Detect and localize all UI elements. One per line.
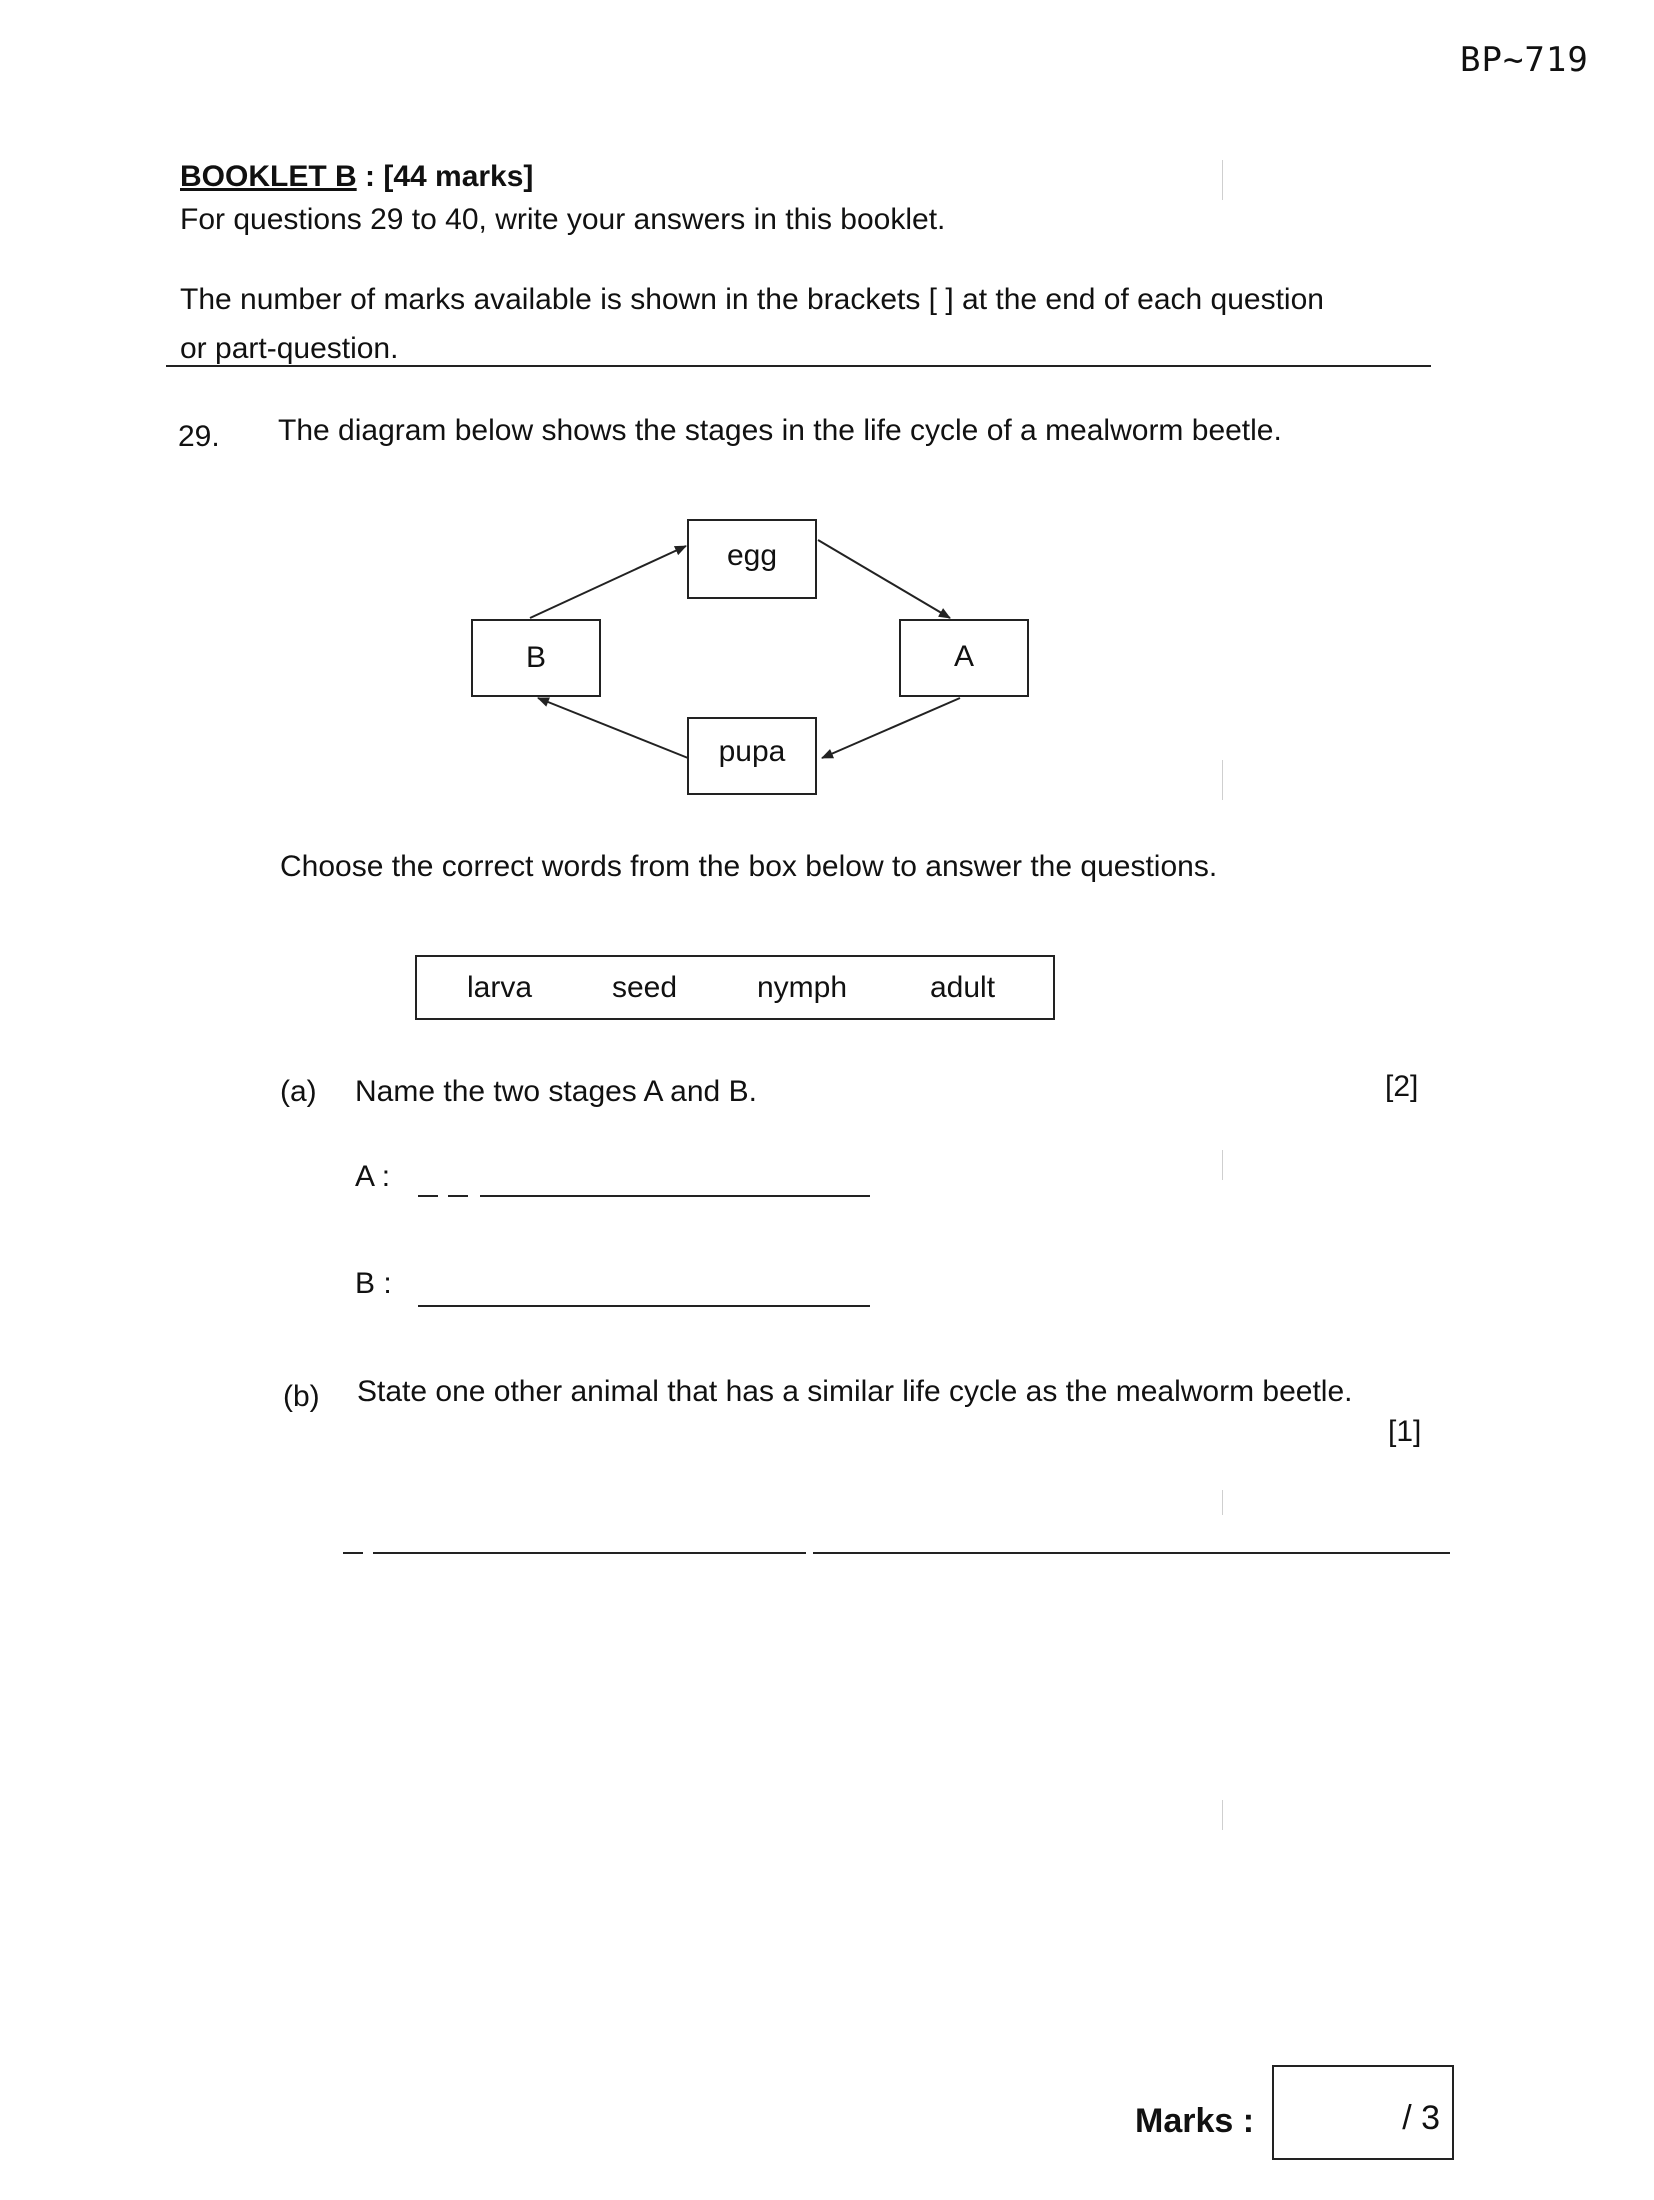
answer-b-line[interactable] <box>418 1305 870 1307</box>
word-option: larva <box>467 971 533 1004</box>
scan-artifact <box>1222 1800 1223 1830</box>
arrow-a-to-pupa <box>822 698 960 758</box>
scan-artifact <box>1222 1490 1223 1515</box>
answer-part-b-line[interactable] <box>813 1552 1450 1554</box>
marks-note-line2: or part-question. <box>180 332 399 365</box>
answer-part-b-line[interactable] <box>343 1552 363 1554</box>
booklet-heading-label: BOOKLET B <box>180 160 357 193</box>
node-egg <box>688 520 816 598</box>
answer-b-label: B : <box>355 1267 392 1300</box>
part-b-text: State one other animal that has a similar life cycle as the mealworm beetle. <box>357 1375 1353 1408</box>
word-option: adult <box>930 971 996 1004</box>
marks-note-line1: The number of marks available is shown in the brackets [ ] at the end of each question <box>180 283 1324 316</box>
node-a <box>900 620 1028 696</box>
answer-a-line[interactable] <box>480 1195 870 1197</box>
part-a-text: Name the two stages A and B. <box>355 1075 757 1108</box>
answer-a-line[interactable] <box>448 1195 468 1197</box>
part-a-marks: [2] <box>1385 1070 1419 1103</box>
scan-artifact <box>1222 160 1223 200</box>
instruction-text: Choose the correct words from the box below to answer the questions. <box>280 850 1218 883</box>
node-pupa-label: pupa <box>718 735 786 768</box>
node-a-label: A <box>953 640 975 673</box>
arrow-egg-to-a <box>818 540 950 618</box>
question-number: 29. <box>178 420 220 453</box>
word-box <box>415 955 1055 1020</box>
scan-artifact <box>1222 760 1223 800</box>
arrow-pupa-to-b <box>538 698 688 758</box>
booklet-heading <box>180 160 533 194</box>
node-b <box>472 620 600 696</box>
marks-label: Marks : <box>1135 2102 1255 2140</box>
question-text: The diagram below shows the stages in the life cycle of a mealworm beetle. <box>278 414 1282 447</box>
node-egg-label: egg <box>726 539 778 572</box>
arrow-b-to-egg <box>530 546 686 618</box>
node-pupa <box>688 718 816 794</box>
header-divider <box>166 365 1431 367</box>
part-a-label: (a) <box>280 1075 317 1108</box>
marks-box <box>1272 2065 1454 2160</box>
word-option: nymph <box>757 971 848 1004</box>
answer-part-b-line[interactable] <box>373 1552 806 1554</box>
booklet-intro: For questions 29 to 40, write your answers in this booklet. <box>180 203 946 236</box>
word-option: seed <box>612 971 678 1004</box>
page-code: BP~719 <box>1460 40 1589 80</box>
part-b-marks: [1] <box>1388 1415 1422 1448</box>
node-b-label: B <box>525 641 547 674</box>
life-cycle-diagram <box>460 510 1060 810</box>
booklet-heading-marks: : [44 marks] <box>356 160 534 193</box>
answer-a-line[interactable] <box>418 1195 438 1197</box>
scan-artifact <box>1222 1150 1223 1180</box>
part-b-label: (b) <box>283 1380 320 1413</box>
answer-a-label: A : <box>355 1160 391 1193</box>
marks-total: / 3 <box>1402 2099 1440 2137</box>
